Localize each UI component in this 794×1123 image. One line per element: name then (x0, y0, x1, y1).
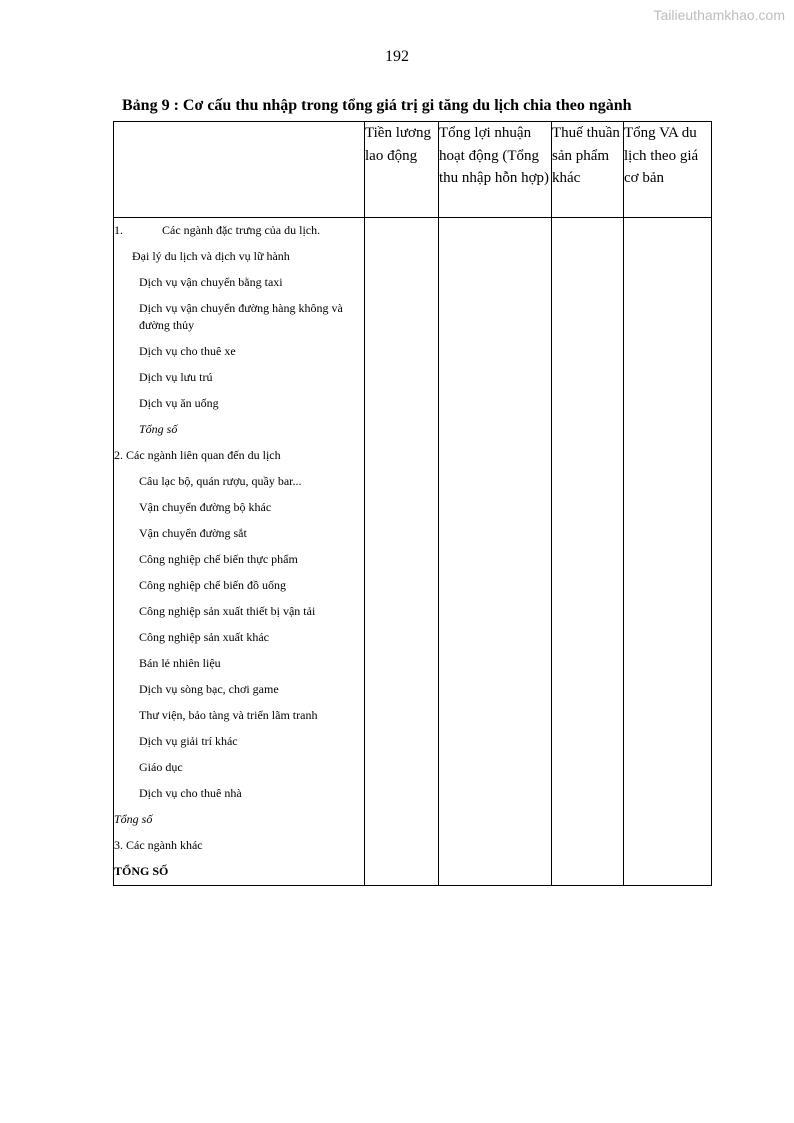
row-label: Công nghiệp chế biến thực phẩm (139, 552, 298, 566)
row-label: Dịch vụ sòng bạc, chơi game (139, 682, 279, 696)
body-row (114, 218, 712, 886)
row-label: Bán lẻ nhiên liệu (139, 656, 221, 670)
row-label: Giáo dục (139, 760, 183, 774)
row-label: Công nghiệp sản xuất khác (139, 630, 269, 644)
section-2-heading: 2. Các ngành liên quan đến du lịch (114, 448, 281, 462)
net-taxes-value-cell (552, 218, 624, 886)
row-label: Dịch vụ lưu trú (139, 370, 213, 384)
table-title: Bảng 9 : Cơ cấu thu nhập trong tổng giá trị gi tăng du lịch chia theo ngành (122, 97, 632, 114)
page-number: 192 (385, 48, 409, 65)
section-1-title: Các ngành đặc trưng của du lịch. (162, 223, 321, 237)
row-label: Công nghiệp sản xuất thiết bị vận tải (139, 604, 316, 618)
industry-list-cell (114, 218, 365, 886)
total-va-value-cell (624, 218, 712, 886)
section-3-heading: 3. Các ngành khác (114, 838, 203, 852)
row-label: Dịch vụ cho thuê nhà (139, 786, 242, 800)
header-row (114, 122, 712, 218)
header-blank-cell (114, 122, 365, 218)
section-1-number: 1. (114, 223, 123, 237)
row-label: Vận chuyển đường sắt (139, 526, 247, 540)
row-label: Dịch vụ vận chuyển đường hàng không và đường thủy (139, 301, 343, 332)
section-2-total: Tổng số (114, 812, 153, 826)
column-header-total-va: Tổng VA du lịch theo giá cơ bản (624, 122, 712, 218)
column-header-operating-surplus: Tổng lợi nhuận hoạt động (Tổng thu nhập hỗn hợp) (439, 122, 552, 218)
row-label: Dịch vụ ăn uống (139, 396, 219, 410)
section-1-total: Tổng số (139, 422, 178, 436)
row-label: Thư viện, bảo tàng và triển lãm tranh (139, 708, 318, 722)
row-label: Công nghiệp chế biến đồ uống (139, 578, 286, 592)
row-label: Câu lạc bộ, quán rượu, quầy bar... (139, 474, 302, 488)
income-structure-table (113, 121, 712, 886)
column-header-wages: Tiền lương lao động (365, 122, 439, 218)
row-label: Đại lý du lịch và dịch vụ lữ hành (132, 249, 290, 263)
watermark: Tailieuthamkhao.com (653, 7, 785, 23)
row-label: Dịch vụ cho thuê xe (139, 344, 236, 358)
wages-value-cell (365, 218, 439, 886)
column-header-net-taxes: Thuế thuần sản phẩm khác (552, 122, 624, 218)
operating-surplus-value-cell (439, 218, 552, 886)
section-1-heading (114, 218, 364, 244)
row-label: Dịch vụ giải trí khác (139, 734, 238, 748)
row-label: Vận chuyển đường bộ khác (139, 500, 272, 514)
grand-total-label: TỔNG SỐ (114, 864, 169, 878)
row-label: Dịch vụ vận chuyển bằng taxi (139, 275, 283, 289)
